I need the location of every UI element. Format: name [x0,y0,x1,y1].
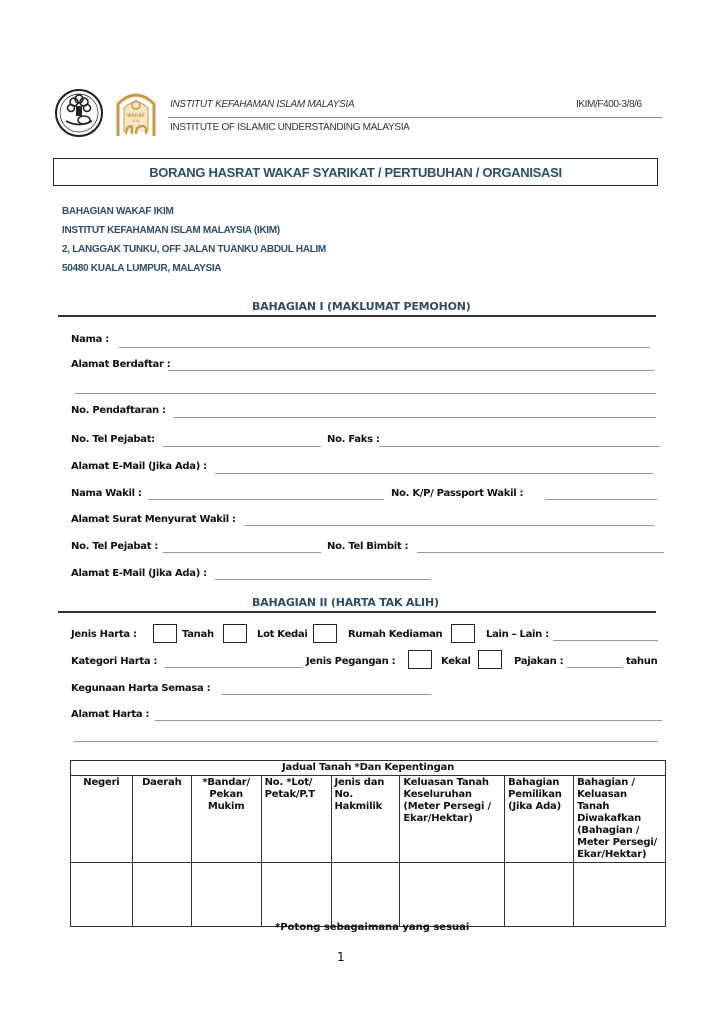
nama-field[interactable] [119,347,650,348]
page-number: 1 [337,950,345,964]
cell-no-lot[interactable] [261,863,331,927]
no-tel-pejabat-field[interactable] [163,446,321,447]
cell-bandar[interactable] [191,863,261,927]
pajakan-label: Pajakan : [514,656,564,667]
cell-negeri[interactable] [71,863,133,927]
alamat-berdaftar-field[interactable] [168,370,654,371]
tahun-label: tahun [626,656,658,667]
email-wakil-label: Alamat E-Mail (Jika Ada) : [71,568,207,579]
cell-daerah[interactable] [132,863,191,927]
section-1-rule [58,315,656,317]
alamat-harta-label: Alamat Harta : [71,709,150,720]
rumah-kediaman-label: Rumah Kediaman [348,629,443,640]
no-faks-field[interactable] [379,446,660,447]
nama-wakil-field[interactable] [148,499,384,500]
nama-wakil-label: Nama Wakil : [71,488,142,499]
lain-lain-checkbox[interactable] [451,624,475,643]
no-tel-pejabat-wakil-label: No. Tel Pejabat : [71,541,159,552]
jenis-harta-label: Jenis Harta : [71,629,137,640]
kegunaan-harta-field[interactable] [221,694,431,695]
address-line-1: BAHAGIAN WAKAF IKIM [62,206,174,217]
svg-text:IKIM: IKIM [131,118,141,123]
no-faks-label: No. Faks : [327,434,380,445]
form-title-box [53,158,658,186]
table-header-row [71,776,666,863]
no-pendaftaran-field[interactable] [173,417,656,418]
lot-kedai-checkbox[interactable] [223,624,247,643]
col-bahagian-diwakafkan: Bahagian / Keluasan Tanah Diwakafkan (Bahagian / Meter Persegi/ Ekar/Hektar) [574,776,666,863]
kp-passport-wakil-label: No. K/P/ Passport Wakil : [391,488,524,499]
no-tel-bimbit-field[interactable] [417,552,664,553]
table-row [71,863,666,927]
col-no-lot: No. *Lot/ Petak/P.T [261,776,331,863]
address-line-4: 50480 KUALA LUMPUR, MALAYSIA [62,263,222,274]
jenis-pegangan-label: Jenis Pegangan : [306,656,396,667]
email-label: Alamat E-Mail (Jika Ada) : [71,461,207,472]
section-2-title: BAHAGIAN II (HARTA TAK ALIH) [252,596,439,609]
section-2-rule [58,611,656,613]
no-tel-pejabat-wakil-field[interactable] [163,552,321,553]
footnote: *Potong sebagaimana yang sesuai [275,922,470,933]
kategori-harta-label: Kategori Harta : [71,656,158,667]
alamat-harta-field[interactable] [155,720,662,721]
lot-kedai-label: Lot Kedai [257,629,308,640]
section-1-title: BAHAGIAN I (MAKLUMAT PEMOHON) [252,300,471,313]
email-field[interactable] [215,473,653,474]
alamat-berdaftar-field-line-2[interactable] [75,393,656,394]
org-name-malay: INSTITUT KEFAHAMAN ISLAM MALAYSIA [170,99,355,110]
header-divider [168,117,662,118]
kategori-harta-field[interactable] [165,667,303,668]
alamat-berdaftar-label: Alamat Berdaftar : [71,359,171,370]
form-title: BORANG HASRAT WAKAF SYARIKAT / PERTUBUHAN / ORGANISASI [149,164,562,180]
col-jenis-hakmilik: Jenis dan No. Hakmilik [331,776,400,863]
tanah-checkbox[interactable] [153,624,177,643]
cell-keluasan[interactable] [400,863,505,927]
tanah-label: Tanah [182,629,214,640]
wakaf-ikim-logo [114,88,158,138]
kegunaan-harta-label: Kegunaan Harta Semasa : [71,683,211,694]
rumah-kediaman-checkbox[interactable] [313,624,337,643]
col-bandar-pekan-mukim: *Bandar/ Pekan Mukim [191,776,261,863]
email-wakil-field[interactable] [215,579,431,580]
alamat-surat-wakil-label: Alamat Surat Menyurat Wakil : [71,514,236,525]
pajakan-checkbox[interactable] [478,650,502,669]
table-caption: Jadual Tanah *Dan Kepentingan [71,761,666,776]
address-line-3: 2, LANGGAK TUNKU, OFF JALAN TUANKU ABDUL HALIM [62,244,326,255]
svg-text:WAKAF: WAKAF [126,113,146,119]
cell-diwakafkan[interactable] [574,863,666,927]
alamat-harta-field-line-2[interactable] [74,741,658,742]
col-bahagian-pemilikan: Bahagian Pemilikan (Jika Ada) [505,776,574,863]
ikim-emblem-logo [54,88,104,138]
kekal-checkbox[interactable] [408,650,432,669]
lain-lain-label: Lain – Lain : [486,629,549,640]
no-pendaftaran-label: No. Pendaftaran : [71,405,166,416]
org-name-english: INSTITUTE OF ISLAMIC UNDERSTANDING MALAYSIA [170,122,410,133]
address-line-2: INSTITUT KEFAHAMAN ISLAM MALAYSIA (IKIM) [62,225,280,236]
col-negeri: Negeri [71,776,133,863]
cell-pemilikan[interactable] [505,863,574,927]
nama-label: Nama : [71,334,109,345]
form-code: IKIM/F400-3/8/6 [576,99,642,110]
no-tel-pejabat-label: No. Tel Pejabat: [71,434,155,445]
col-keluasan-tanah: Keluasan Tanah Keseluruhan (Meter Persegi / Ekar/Hektar) [400,776,505,863]
alamat-surat-wakil-field[interactable] [245,525,654,526]
table-caption-row [71,761,666,776]
kp-passport-wakil-field[interactable] [545,499,657,500]
pajakan-years-field[interactable] [567,667,623,668]
no-tel-bimbit-label: No. Tel Bimbit : [327,541,409,552]
jadual-tanah-table [70,760,666,927]
kekal-label: Kekal [441,656,471,667]
lain-lain-field[interactable] [553,640,658,641]
cell-hakmilik[interactable] [331,863,400,927]
col-daerah: Daerah [132,776,191,863]
